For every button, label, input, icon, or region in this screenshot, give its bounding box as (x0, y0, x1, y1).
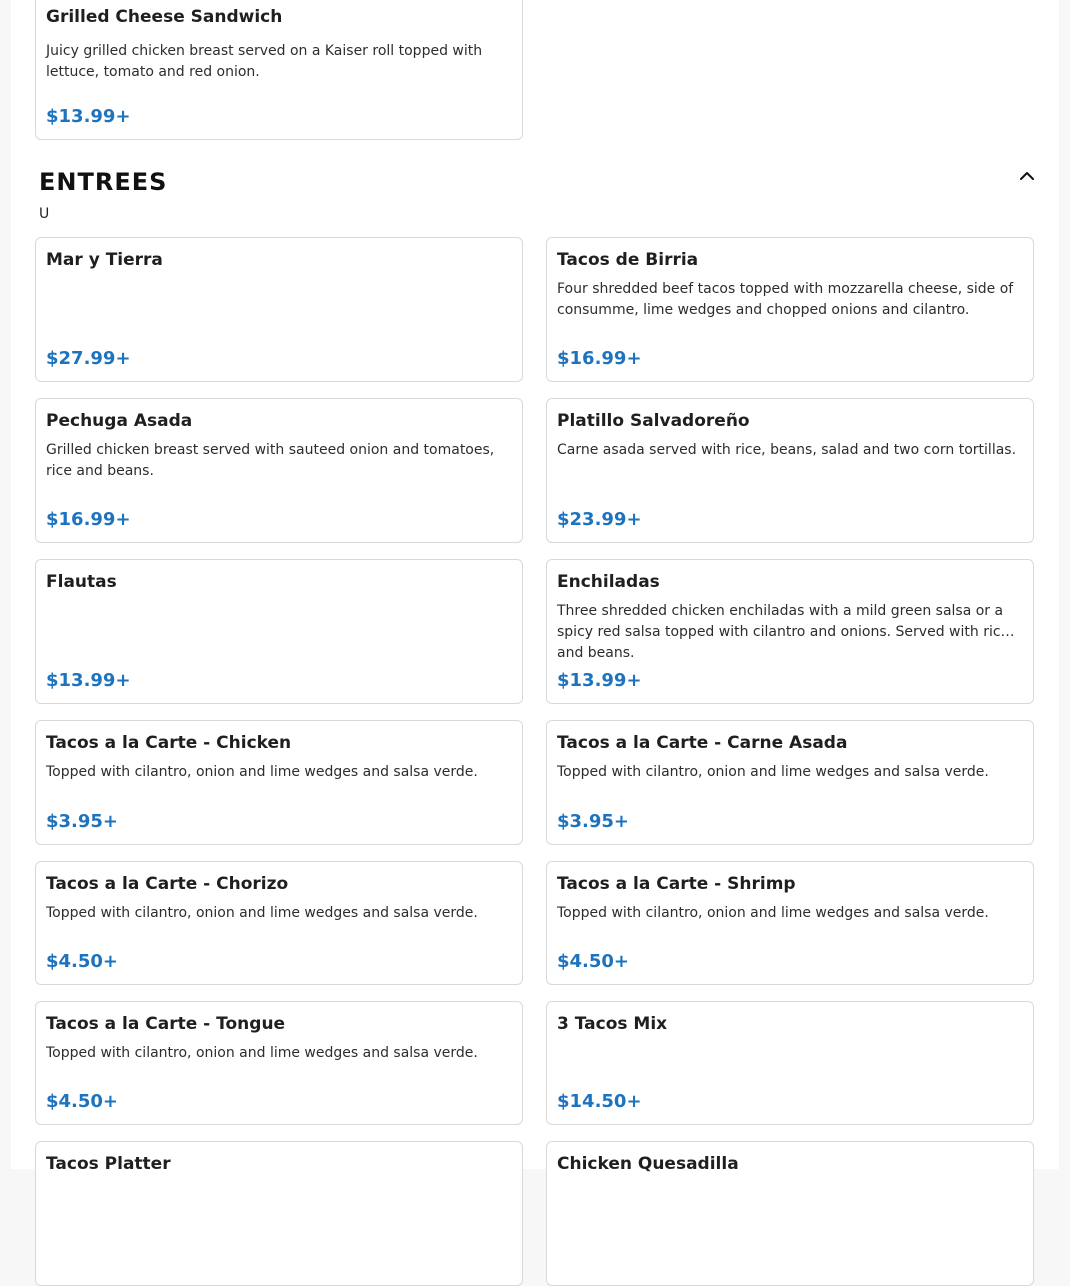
menu-item-description: Topped with cilantro, onion and lime wedges and salsa verde. (46, 1045, 478, 1061)
menu-item-price: $4.50+ (46, 1091, 119, 1112)
menu-item-card[interactable] (35, 720, 523, 845)
menu-item-description: Grilled chicken breast served with sauteed onion and tomatoes, rice and beans. (46, 442, 495, 479)
chevron-up-icon[interactable] (1015, 164, 1039, 188)
menu-item-description: Topped with cilantro, onion and lime wedges and salsa verde. (557, 905, 989, 921)
menu-item-card[interactable] (35, 0, 523, 140)
menu-item-name: Flautas (46, 572, 117, 592)
menu-page (11, 0, 1059, 1174)
menu-item-price: $14.50+ (557, 1091, 642, 1112)
menu-item-name: Grilled Cheese Sandwich (46, 7, 283, 27)
menu-item-price: $27.99+ (46, 348, 131, 369)
menu-item-card[interactable] (35, 237, 523, 382)
menu-item-price: $4.50+ (557, 951, 630, 972)
menu-item-card[interactable] (546, 720, 1034, 845)
menu-item-card[interactable] (546, 237, 1034, 382)
menu-item-price: $13.99+ (46, 670, 131, 691)
section-subtitle: U (39, 206, 50, 222)
menu-item-name: Pechuga Asada (46, 411, 193, 431)
section-header[interactable] (39, 164, 1039, 200)
menu-item-price: $13.99+ (46, 106, 131, 127)
menu-item-card[interactable] (35, 861, 523, 985)
menu-item-description: Four shredded beef tacos topped with mozzarella cheese, side of consumme, lime wedges and chopped onions and cilantro. (557, 281, 1014, 318)
section-title: ENTREES (39, 168, 168, 196)
menu-item-name: Enchiladas (557, 572, 660, 592)
menu-item-name: Tacos Platter (46, 1154, 171, 1174)
menu-item-description: Carne asada served with rice, beans, salad and two corn tortillas. (557, 442, 1017, 458)
menu-item-description: Topped with cilantro, onion and lime wedges and salsa verde. (46, 905, 478, 921)
menu-item-card[interactable] (35, 1141, 523, 1286)
menu-item-name: Platillo Salvadoreño (557, 411, 750, 431)
menu-item-card[interactable] (35, 1001, 523, 1125)
menu-item-name: Tacos a la Carte - Tongue (46, 1014, 286, 1034)
menu-item-description: Three shredded chicken enchiladas with a mild green salsa or a spicy red salsa topped with cilantro and onions. Served with rice and beans. (557, 603, 1010, 661)
menu-item-card[interactable] (35, 398, 523, 543)
menu-item-name: Tacos de Birria (557, 250, 699, 270)
menu-item-name: Tacos a la Carte - Chicken (46, 733, 292, 753)
menu-item-card[interactable] (546, 398, 1034, 543)
menu-item-price: $16.99+ (557, 348, 642, 369)
menu-item-description: Topped with cilantro, onion and lime wedges and salsa verde. (557, 764, 989, 780)
menu-item-card[interactable] (546, 1141, 1034, 1286)
menu-item-name: Tacos a la Carte - Chorizo (46, 874, 289, 894)
menu-item-price: $3.95+ (46, 811, 119, 832)
menu-item-price: $13.99+ (557, 670, 642, 691)
menu-item-name: 3 Tacos Mix (557, 1014, 668, 1034)
menu-item-name: Tacos a la Carte - Shrimp (557, 874, 796, 894)
menu-item-name: Mar y Tierra (46, 250, 163, 270)
menu-item-price: $23.99+ (557, 509, 642, 530)
menu-item-price: $4.50+ (46, 951, 119, 972)
menu-item-card[interactable] (546, 559, 1034, 704)
menu-item-description: Juicy grilled chicken breast served on a Kaiser roll topped with lettuce, tomato and red onion. (46, 43, 483, 80)
menu-item-price: $3.95+ (557, 811, 630, 832)
menu-item-name: Chicken Quesadilla (557, 1154, 739, 1174)
menu-item-card[interactable] (35, 559, 523, 704)
menu-item-description: Topped with cilantro, onion and lime wedges and salsa verde. (46, 764, 478, 780)
menu-item-name: Tacos a la Carte - Carne Asada (557, 733, 848, 753)
menu-item-card[interactable] (546, 1001, 1034, 1125)
menu-item-card[interactable] (546, 861, 1034, 985)
menu-item-price: $16.99+ (46, 509, 131, 530)
